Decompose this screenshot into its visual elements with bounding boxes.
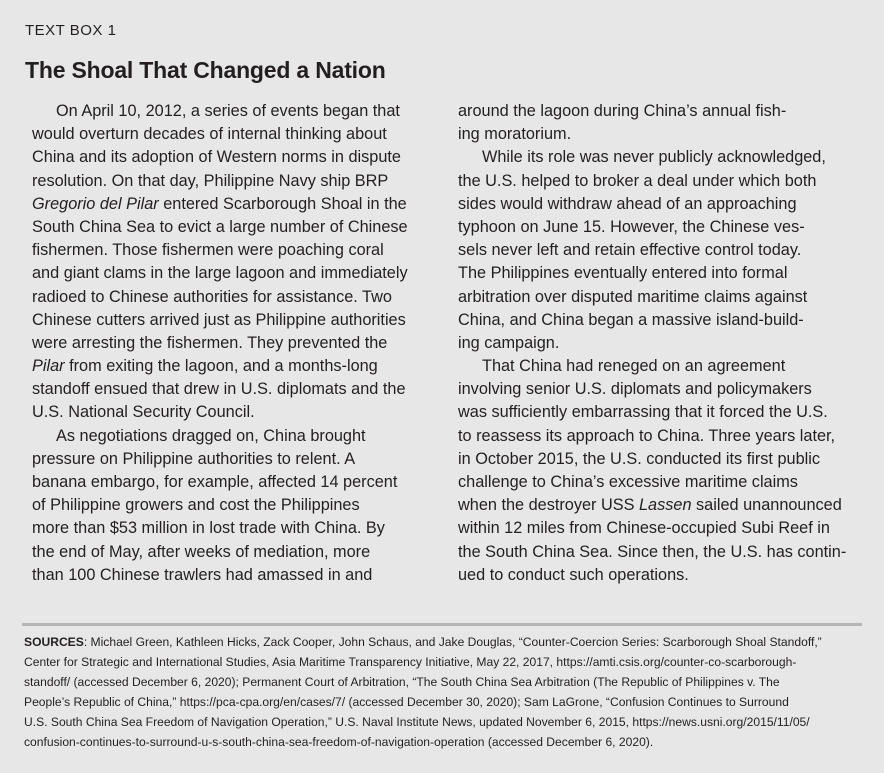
body-text-line: the end of May, after weeks of mediation, more: [32, 542, 371, 561]
italic-name: Lassen: [639, 496, 692, 515]
body-text-line: On April 10, 2012, a series of events began that: [56, 102, 400, 120]
body-text-line: involving senior U.S. diplomats and policymakers: [458, 380, 812, 399]
source-line: [24, 672, 864, 692]
body-text-line: challenge to China’s excessive maritime claims: [458, 473, 798, 491]
left-column: [32, 100, 432, 587]
body-text-line: radioed to Chinese authorities for assistance. Two: [32, 287, 392, 306]
body-text-line: China, and China began a massive island-build-: [458, 310, 804, 329]
source-text: U.S. South China Sea Freedom of Navigation Operation,” U.S. Naval Institute News, updated November 6, 2015, https://news.usni.org/2015/11/05/: [24, 715, 810, 729]
body-text-line: arbitration over disputed maritime claims against: [458, 287, 808, 306]
body-text-line: That China had reneged on an agreement: [482, 357, 786, 376]
body-text-line: Chinese cutters arrived just as Philippine authorities: [32, 310, 406, 329]
body-text-line: were arresting the fishermen. They prevented the: [32, 333, 388, 352]
body-text-line: South China Sea to evict a large number of Chinese: [32, 217, 408, 236]
body-text-line: sels never left and retain effective control today.: [458, 241, 802, 260]
body-text-line: and giant clams in the large lagoon and immediately: [32, 264, 408, 283]
source-line: [24, 652, 864, 672]
body-text-line: ued to conduct such operations.: [458, 565, 689, 584]
body-text-line: ing campaign.: [458, 333, 560, 352]
body-text-line: As negotiations dragged on, China brought: [56, 426, 366, 445]
source-line: [24, 632, 864, 652]
body-text-line: than 100 Chinese trawlers had amassed in and: [32, 565, 373, 584]
source-line: [24, 692, 864, 712]
body-text-line: to reassess its approach to China. Three years later,: [458, 426, 836, 445]
italic-name: Pilar: [32, 357, 65, 376]
body-text-line: of Philippine growers and cost the Philippines: [32, 496, 360, 515]
body-text-line: was sufficiently embarrassing that it forced the U.S.: [458, 403, 828, 422]
sources-block: [24, 632, 864, 752]
source-text: : Michael Green, Kathleen Hicks, Zack Cooper, John Schaus, and Jake Douglas, “Counter-Coercion Series: Scarborough Shoal Standoff,”: [83, 635, 822, 649]
source-text: People’s Republic of China,” https://pca-cpa.org/en/cases/7/ (accessed December 30, 2020); Sam LaGrone, “Confusion Continues to Surround: [24, 695, 789, 709]
body-text-line: sides would withdraw ahead of an approaching: [458, 194, 797, 213]
source-line: [24, 732, 864, 752]
text-run: from exiting the lagoon, and a months-long: [64, 357, 378, 376]
source-text: confusion-continues-to-surround-u-s-south-china-sea-freedom-of-navigation-operation (accessed December 6, 2020).: [24, 735, 654, 749]
body-text-line: ing moratorium.: [458, 125, 572, 144]
sources-label: SOURCES: [24, 635, 84, 649]
body-text-line: [458, 494, 858, 517]
italic-name: Gregorio del Pilar: [32, 194, 159, 213]
source-line: [24, 712, 864, 732]
body-text-line: typhoon on June 15. However, the Chinese ves-: [458, 217, 805, 236]
text-run: when the destroyer USS: [458, 496, 639, 515]
body-text-line: within 12 miles from Chinese-occupied Subi Reef in: [458, 519, 830, 538]
body-text-line: fishermen. Those fishermen were poaching coral: [32, 241, 384, 260]
body-text-line: the South China Sea. Since then, the U.S. has contin-: [458, 542, 847, 561]
text-run: entered Scarborough Shoal in the: [158, 194, 407, 213]
body-text-line: China and its adoption of Western norms in dispute: [32, 148, 401, 167]
text-run: sailed unannounced: [691, 496, 842, 515]
text-box-label: TEXT BOX 1: [25, 22, 117, 39]
source-text: Center for Strategic and International Studies, Asia Maritime Transparency Initiative, May 22, 2017, https://amti.csis.org/counter-co-scarborough-: [24, 655, 797, 669]
body-text-line: would overturn decades of internal thinking about: [32, 125, 387, 144]
body-text-line: [32, 355, 432, 378]
body-text-line: more than $53 million in lost trade with China. By: [32, 519, 385, 538]
body-text-line: in October 2015, the U.S. conducted its first public: [458, 449, 820, 468]
body-text-line: While its role was never publicly acknowledged,: [482, 148, 826, 167]
body-text-line: the U.S. helped to broker a deal under which both: [458, 171, 817, 190]
body-text-line: resolution. On that day, Philippine Navy ship BRP: [32, 171, 389, 190]
body-text-line: banana embargo, for example, affected 14 percent: [32, 473, 398, 491]
body-text-line: The Philippines eventually entered into formal: [458, 264, 788, 283]
source-text: standoff/ (accessed December 6, 2020); Permanent Court of Arbitration, “The South China Sea Arbitration (The Republic of Philippines v. The: [24, 675, 780, 689]
right-column: [458, 100, 858, 587]
body-text-line: pressure on Philippine authorities to relent. A: [32, 449, 356, 468]
box-title: The Shoal That Changed a Nation: [25, 57, 386, 83]
body-text-line: U.S. National Security Council.: [32, 403, 255, 422]
body-text-line: [32, 193, 432, 216]
sources-divider: [22, 623, 862, 626]
body-text-line: around the lagoon during China’s annual fish-: [458, 102, 787, 120]
body-text-line: standoff ensued that drew in U.S. diplomats and the: [32, 380, 406, 399]
